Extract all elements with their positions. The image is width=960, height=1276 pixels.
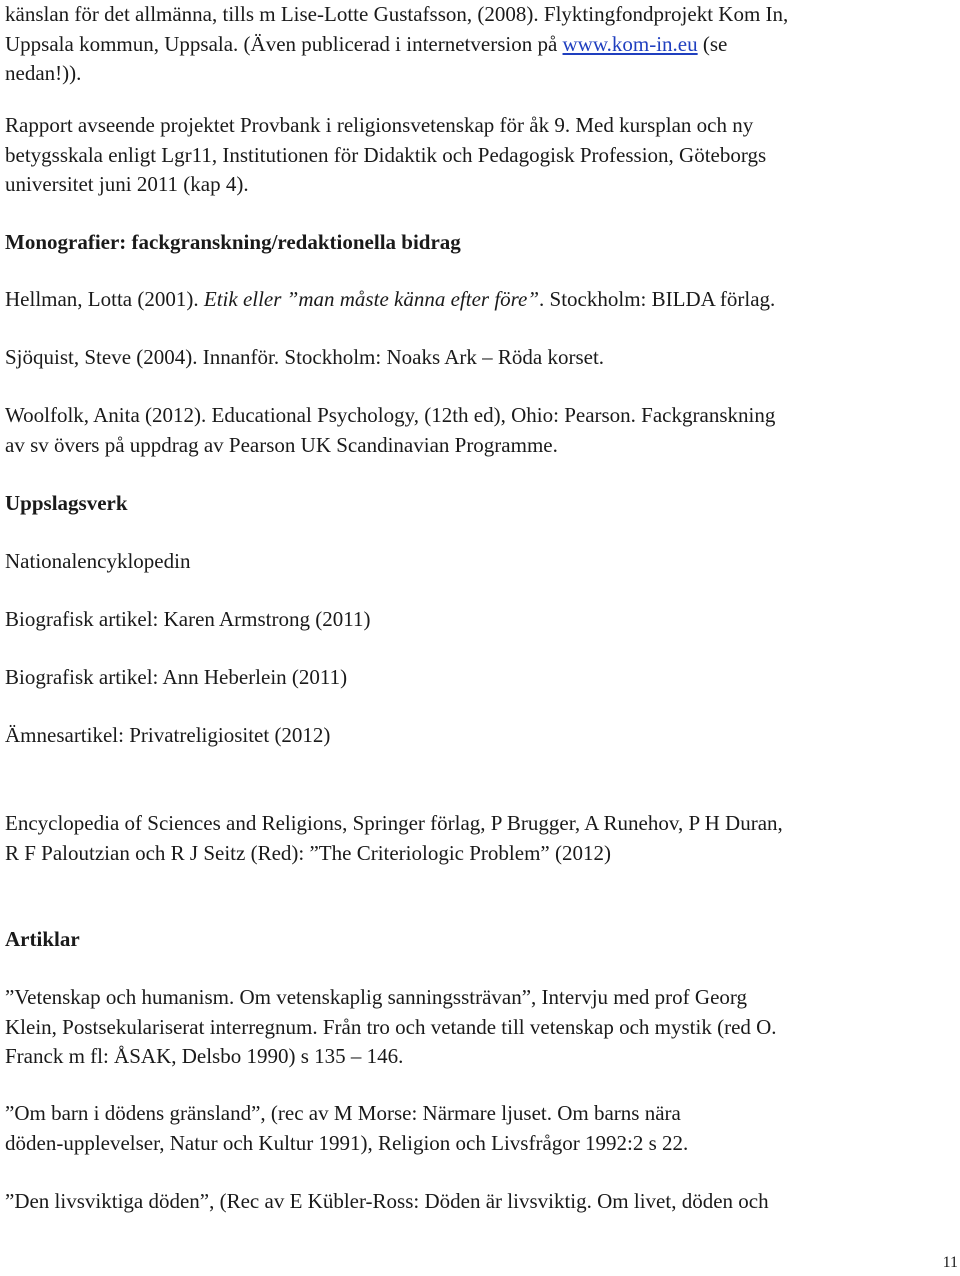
sjoquist-reference: Sjöquist, Steve (2004). Innanför. Stockholm: Noaks Ark – Röda korset. [5, 345, 605, 369]
privatreligiositet-article: Ämnesartikel: Privatreligiositet (2012) [5, 723, 331, 747]
heberlein-article: Biografisk artikel: Ann Heberlein (2011) [5, 665, 348, 689]
nationalencyklopedin: Nationalencyklopedin [5, 549, 191, 573]
uppslagsverk-heading: Uppslagsverk [5, 491, 128, 515]
text-line: Franck m fl: ÅSAK, Delsbo 1990) s 135 – 146. [5, 1044, 404, 1068]
text-line: ”Vetenskap och humanism. Om vetenskaplig sanningssträvan”, Intervju med prof Georg [5, 985, 748, 1009]
encyclopedia-reference [5, 809, 950, 868]
text-line: ”Den livsviktiga döden”, (Rec av E Kübler-Ross: Döden är livsviktig. Om livet, döden och [5, 1189, 769, 1213]
kom-in-link[interactable]: www.kom-in.eu [562, 31, 698, 56]
rapport-paragraph [5, 111, 950, 200]
page-number: 11 [942, 1254, 958, 1271]
text-line: R F Paloutzian och R J Seitz (Red): ”The Criteriologic Problem” (2012) [5, 840, 611, 865]
text-line: Klein, Postsekulariserat interregnum. Från tro och vetande till vetenskap och mystik (red O. [5, 1014, 777, 1039]
text-line: döden-upplevelser, Natur och Kultur 1991), Religion och Livsfrågor 1992:2 s 22. [5, 1130, 689, 1155]
text-line: . Stockholm: BILDA förlag. [539, 287, 776, 311]
woolfolk-reference [5, 401, 950, 460]
hellman-reference [5, 285, 950, 315]
continuation-paragraph [5, 0, 950, 89]
text-line: Encyclopedia of Sciences and Religions, Springer förlag, P Brugger, A Runehov, P H Duran, [5, 811, 783, 835]
armstrong-article: Biografisk artikel: Karen Armstrong (2011) [5, 607, 371, 631]
text-line: Uppsala kommun, Uppsala. (Även publicerad i internetversion på [5, 31, 563, 56]
article-barn-dodens-gransland [5, 1099, 950, 1158]
article-vetenskap-humanism [5, 983, 950, 1072]
monografier-heading: Monografier: fackgranskning/redaktionella bidrag [5, 230, 461, 254]
text-line: universitet juni 2011 (kap 4). [5, 172, 249, 196]
text-line: Woolfolk, Anita (2012). Educational Psychology, (12th ed), Ohio: Pearson. Fackgranskning [5, 403, 776, 427]
artiklar-heading: Artiklar [5, 927, 80, 951]
text-line: Hellman, Lotta (2001). [5, 287, 204, 311]
text-line: Rapport avseende projektet Provbank i religionsvetenskap för åk 9. Med kursplan och ny [5, 113, 754, 137]
text-line: (se [697, 31, 728, 56]
hellman-title: Etik eller ”man måste känna efter före” [203, 287, 540, 311]
text-line: känslan för det allmänna, tills m Lise-Lotte Gustafsson, (2008). Flyktingfondprojekt Kom In, [5, 2, 789, 26]
text-line: ”Om barn i dödens gränsland”, (rec av M Morse: Närmare ljuset. Om barns nära [5, 1101, 681, 1125]
text-line: nedan!)). [5, 61, 82, 85]
article-livsviktiga-doden [5, 1187, 950, 1217]
text-line: av sv övers på uppdrag av Pearson UK Scandinavian Programme. [5, 432, 558, 457]
text-line: betygsskala enligt Lgr11, Institutionen för Didaktik och Pedagogisk Profession, Göteborgs [5, 142, 767, 167]
